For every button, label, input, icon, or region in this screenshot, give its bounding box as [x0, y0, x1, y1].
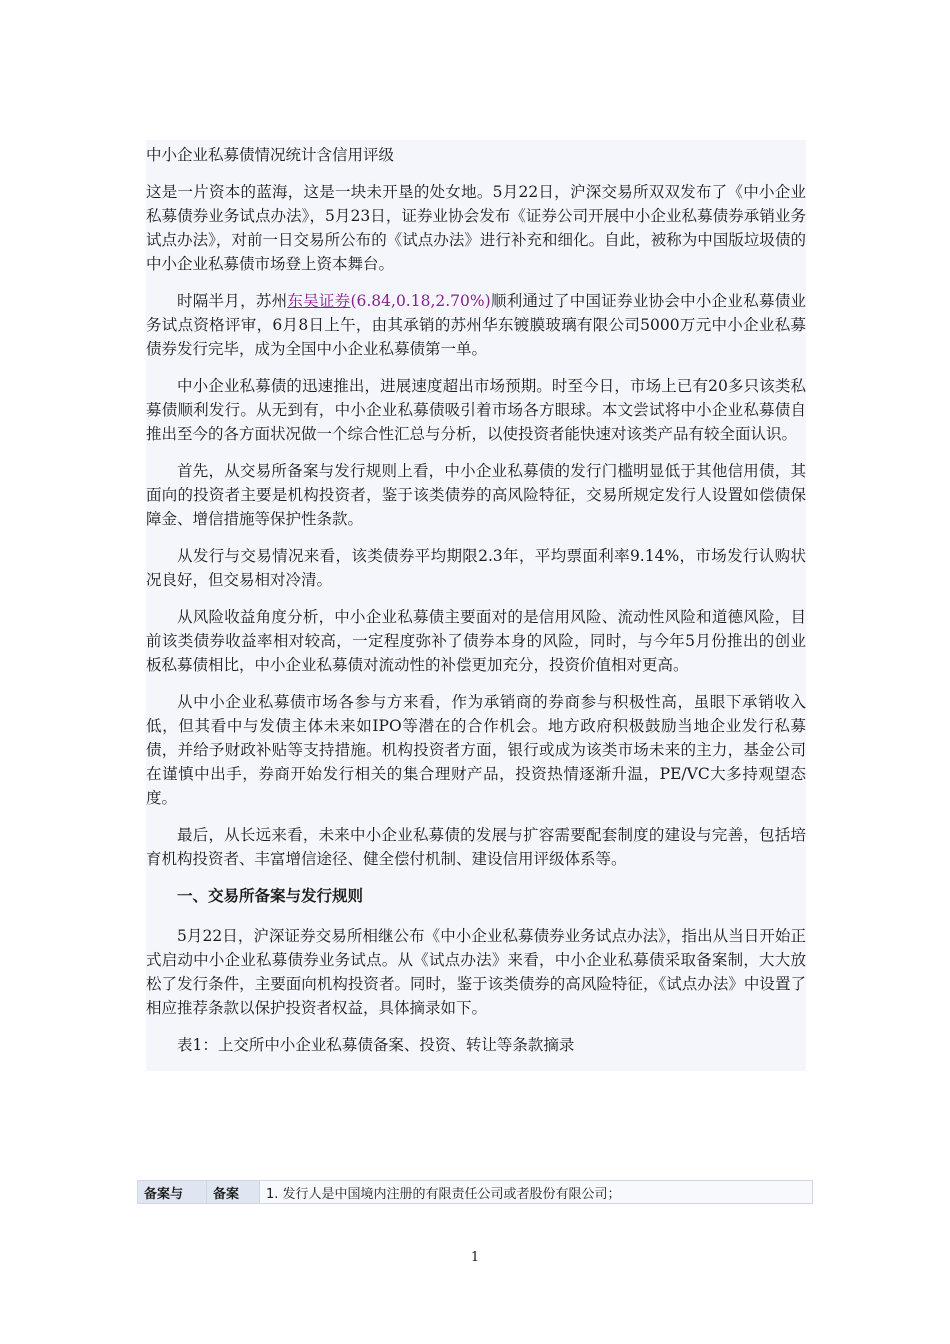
- paragraph-dongwu: [146, 289, 806, 361]
- stock-quote: (6.84,0.18,2.70%): [350, 292, 491, 310]
- document-title: 中小企业私募债情况统计含信用评级: [146, 146, 395, 164]
- table-cell-content: 1. 发行人是中国境内注册的有限责任公司或者股份有限公司；: [260, 1181, 813, 1204]
- paragraph-dongwu-post: 顺利通过了中国证券业协会中小企业私募债业务试点资格评审，6月8日上午，由其承销的苏州华东镀膜玻璃有限公司5000万元中小企业私募债券发行完毕，成为全国中小企业私募债第一单。: [146, 292, 806, 358]
- rules-table: [137, 1180, 813, 1204]
- document-body: [146, 140, 806, 1071]
- section-heading-1: 一、交易所备案与发行规则: [177, 886, 364, 905]
- paragraph-risk: 从风险收益角度分析，中小企业私募债主要面对的是信用风险、流动性风险和道德风险，目前该类债券收益率相对较高，一定程度弥补了债券本身的风险，同时，与今年5月份推出的创业板私募债相比，中小企业私募债对流动性的补偿更加充分，投资价值相对更高。: [146, 608, 806, 674]
- paragraph-dongwu-pre: 时隔半月，苏州: [177, 292, 288, 310]
- paragraph-issuance: 从发行与交易情况来看，该类债券平均期限2.3年，平均票面利率9.14%，市场发行认购状况良好，但交易相对冷清。: [146, 547, 806, 589]
- table-cell-subcategory: 备案: [207, 1181, 260, 1204]
- paragraph-overview: 中小企业私募债的迅速推出，进展速度超出市场预期。时至今日，市场上已有20多只该类私募债顺利发行。从无到有，中小企业私募债吸引着市场各方眼球。本文尝试将中小企业私募债自推出至今的各方面状况做一个综合性汇总与分析，以使投资者能快速对该类产品有较全面认识。: [146, 377, 806, 443]
- page-number: 1: [470, 1250, 480, 1265]
- paragraph-intro: 这是一片资本的蓝海，这是一块未开垦的处女地。5月22日，沪深交易所双双发布了《中小企业私募债券业务试点办法》，5月23日，证券业协会发布《证券公司开展中小企业私募债券承销业务试点办法》，对前一日交易所公布的《试点办法》进行补充和细化。自此，被称为中国版垃圾债的中小企业私募债市场登上资本舞台。: [146, 183, 806, 273]
- table-cell-category: 备案与: [138, 1181, 207, 1204]
- paragraph-participants: 从中小企业私募债市场各参与方来看，作为承销商的券商参与积极性高，虽眼下承销收入低，但其看中与发债主体未来如IPO等潜在的合作机会。地方政府积极鼓励当地企业发行私募债，并给予财政补贴等支持措施。机构投资者方面，银行或成为该类市场未来的主力，基金公司在谨慎中出手，券商开始发行相关的集合理财产品，投资热情逐渐升温，PE/VC大多持观望态度。: [146, 693, 806, 807]
- stock-link-dongwu[interactable]: 东吴证券: [287, 292, 351, 310]
- paragraph-rules: 首先，从交易所备案与发行规则上看，中小企业私募债的发行门槛明显低于其他信用债，其面向的投资者主要是机构投资者，鉴于该类债券的高风险特征，交易所规定发行人设置如偿债保障金、增信措施等保护性条款。: [146, 462, 806, 528]
- paragraph-outlook: 最后，从长远来看，未来中小企业私募债的发展与扩容需要配套制度的建设与完善，包括培育机构投资者、丰富增信途径、健全偿付机制、建设信用评级体系等。: [146, 826, 806, 868]
- table-row: [138, 1181, 813, 1204]
- table-caption: 表1：上交所中小企业私募债备案、投资、转让等条款摘录: [177, 1036, 575, 1054]
- paragraph-exchange-rules: 5月22日，沪深证券交易所相继公布《中小企业私募债券业务试点办法》，指出从当日开始正式启动中小企业私募债券业务试点。从《试点办法》来看，中小企业私募债采取备案制，大大放松了发行条件，主要面向机构投资者。同时，鉴于该类债券的高风险特征，《试点办法》中设置了相应推荐条款以保护投资者权益，具体摘录如下。: [146, 927, 806, 1017]
